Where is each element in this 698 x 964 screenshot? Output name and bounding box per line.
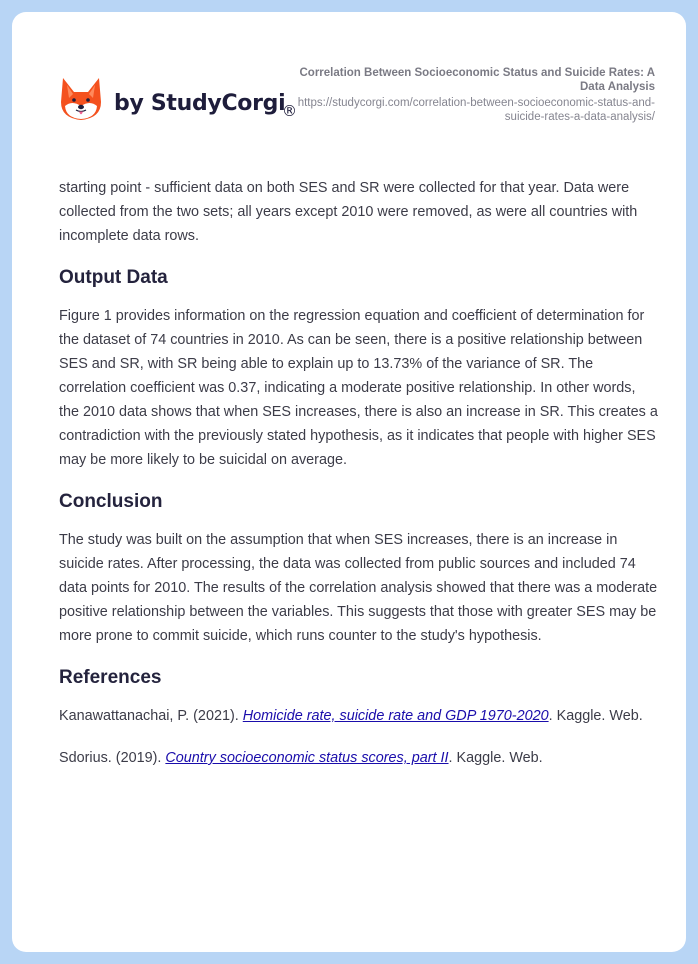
document-header (12, 12, 686, 162)
document-url[interactable]: https://studycorgi.com/correlation-between-socioeconomic-status-and-suicide-rates-a-data-analysis/ (297, 97, 655, 123)
document-body (59, 176, 659, 770)
reference-item (59, 746, 659, 770)
reference-link[interactable]: Homicide rate, suicide rate and GDP 1970-2020 (242, 708, 549, 724)
studycorgi-logo[interactable] (60, 76, 297, 122)
intro-paragraph: starting point - sufficient data on both SES and SR were collected for that year. Data were collected from the two sets; all years except 2010 were removed, as were all countries with incomplete data rows. (59, 180, 638, 244)
reference-link[interactable]: Country socioeconomic status scores, part II (165, 750, 449, 766)
output-data-paragraph: Figure 1 provides information on the regression equation and coefficient of determination for the dataset of 74 countries in 2010. As can be seen, there is a positive relationship between SES and SR, with SR being able to explain up to 13.73% of the variance of SR. The correlation coefficient was 0.37, indicating a moderate positive relationship. In other words, the 2010 data shows that when SES increases, there is also an increase in SR. This creates a contradiction with the previously stated hypothesis, as it indicates that people with higher SES may be more likely to be suicidal on average. (59, 308, 658, 468)
reference-source: . Kaggle. Web. (548, 708, 643, 724)
section-heading-output-data: Output Data (59, 267, 168, 288)
document-meta (295, 66, 655, 124)
section-heading-references: References (59, 667, 162, 688)
registered-mark: ® (282, 102, 297, 120)
reference-author: Sdorius. (2019). (59, 750, 166, 766)
conclusion-paragraph: The study was built on the assumption that when SES increases, there is an increase in suicide rates. After processing, the data was collected from public sources and included 74 data points for 2010. The results of the correlation analysis showed that there was a moderate positive relationship between the variables. This suggests that those with greater SES may be more prone to commit suicide, which runs counter to the study's hypothesis. (59, 532, 658, 644)
reference-item (59, 704, 659, 728)
document-title: Correlation Between Socioeconomic Status and Suicide Rates: A Data Analysis (299, 67, 655, 93)
logo-text: by StudyCorgi (114, 90, 286, 116)
corgi-icon (60, 76, 102, 122)
section-heading-conclusion: Conclusion (59, 491, 163, 512)
reference-source: . Kaggle. Web. (448, 750, 543, 766)
reference-author: Kanawattanachai, P. (2021). (59, 708, 243, 724)
document-card (12, 12, 686, 952)
